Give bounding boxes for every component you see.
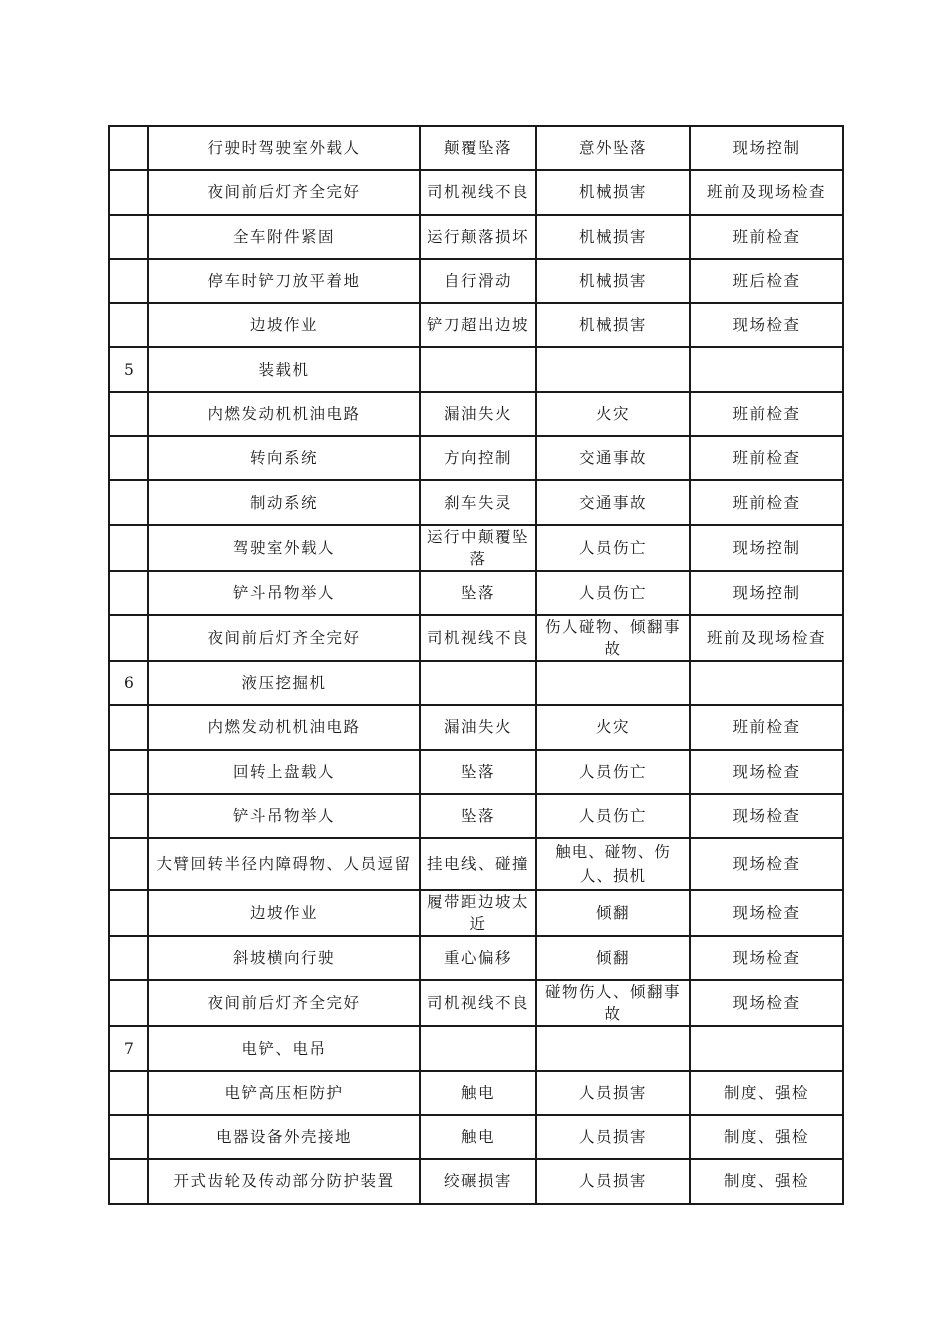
row-number-cell [109, 303, 148, 347]
control-measure-cell: 班前检查 [690, 215, 843, 259]
item-name-cell: 斜坡横向行驶 [148, 936, 420, 980]
row-number-cell [109, 838, 148, 890]
control-measure-cell: 现场控制 [690, 571, 843, 615]
hazard-cause-cell: 挂电线、碰撞 [420, 838, 536, 890]
item-name-cell: 驾驶室外载人 [148, 525, 420, 571]
table-row [109, 170, 843, 214]
consequence-cell: 机械损害 [536, 170, 690, 214]
consequence-cell: 交通事故 [536, 436, 690, 480]
table-row [109, 1115, 843, 1159]
consequence-cell: 触电、碰物、伤人、损机 [536, 838, 690, 890]
table-row [109, 303, 843, 347]
consequence-cell [536, 347, 690, 391]
control-measure-cell [690, 661, 843, 705]
row-number-cell [109, 1159, 148, 1203]
consequence-cell: 人员伤亡 [536, 571, 690, 615]
consequence-cell: 倾翻 [536, 890, 690, 936]
hazard-cause-cell: 触电 [420, 1115, 536, 1159]
row-number-cell [109, 571, 148, 615]
table-row [109, 980, 843, 1026]
hazard-cause-cell: 方向控制 [420, 436, 536, 480]
row-number-cell [109, 750, 148, 794]
table-row [109, 1159, 843, 1203]
consequence-cell: 碰物伤人、倾翻事故 [536, 980, 690, 1026]
table-row [109, 705, 843, 749]
row-number-cell: 5 [109, 347, 148, 391]
consequence-cell: 人员伤亡 [536, 750, 690, 794]
consequence-cell [536, 661, 690, 705]
row-number-cell [109, 126, 148, 170]
item-name-cell: 内燃发动机机油电路 [148, 705, 420, 749]
item-name-cell: 夜间前后灯齐全完好 [148, 615, 420, 661]
item-name-cell: 装载机 [148, 347, 420, 391]
control-measure-cell: 现场检查 [690, 980, 843, 1026]
control-measure-cell: 班前检查 [690, 705, 843, 749]
item-name-cell: 转向系统 [148, 436, 420, 480]
control-measure-cell: 制度、强检 [690, 1159, 843, 1203]
row-number-cell [109, 259, 148, 303]
control-measure-cell: 制度、强检 [690, 1071, 843, 1115]
row-number-cell [109, 170, 148, 214]
hazard-cause-cell [420, 1026, 536, 1070]
consequence-cell: 人员损害 [536, 1071, 690, 1115]
consequence-cell: 交通事故 [536, 480, 690, 524]
consequence-cell: 机械损害 [536, 303, 690, 347]
row-number-cell [109, 890, 148, 936]
consequence-cell: 火灾 [536, 705, 690, 749]
item-name-cell: 回转上盘载人 [148, 750, 420, 794]
hazard-cause-cell: 自行滑动 [420, 259, 536, 303]
control-measure-cell: 现场检查 [690, 750, 843, 794]
table-row [109, 525, 843, 571]
row-number-cell [109, 1071, 148, 1115]
table-row [109, 436, 843, 480]
control-measure-cell: 现场检查 [690, 936, 843, 980]
hazard-cause-cell: 漏油失火 [420, 392, 536, 436]
row-number-cell [109, 215, 148, 259]
table-row [109, 936, 843, 980]
hazard-cause-cell: 坠落 [420, 794, 536, 838]
hazard-cause-cell: 运行颠落损坏 [420, 215, 536, 259]
hazard-cause-cell: 绞碾损害 [420, 1159, 536, 1203]
row-number-cell [109, 980, 148, 1026]
control-measure-cell: 班前检查 [690, 392, 843, 436]
hazard-cause-cell: 司机视线不良 [420, 980, 536, 1026]
table-row [109, 838, 843, 890]
hazard-cause-cell: 触电 [420, 1071, 536, 1115]
row-number-cell [109, 392, 148, 436]
table-row [109, 1071, 843, 1115]
hazard-cause-cell: 坠落 [420, 571, 536, 615]
consequence-cell: 倾翻 [536, 936, 690, 980]
row-number-cell [109, 525, 148, 571]
item-name-cell: 大臂回转半径内障碍物、人员逗留 [148, 838, 420, 890]
item-name-cell: 铲斗吊物举人 [148, 571, 420, 615]
hazard-cause-cell: 司机视线不良 [420, 615, 536, 661]
item-name-cell: 液压挖掘机 [148, 661, 420, 705]
control-measure-cell: 班前检查 [690, 480, 843, 524]
consequence-cell: 火灾 [536, 392, 690, 436]
item-name-cell: 铲斗吊物举人 [148, 794, 420, 838]
item-name-cell: 电铲高压柜防护 [148, 1071, 420, 1115]
table-row [109, 571, 843, 615]
hazard-cause-cell: 铲刀超出边坡 [420, 303, 536, 347]
item-name-cell: 全车附件紧固 [148, 215, 420, 259]
row-number-cell [109, 705, 148, 749]
consequence-cell [536, 1026, 690, 1070]
item-name-cell: 夜间前后灯齐全完好 [148, 170, 420, 214]
hazard-cause-cell: 漏油失火 [420, 705, 536, 749]
control-measure-cell: 班前检查 [690, 436, 843, 480]
table-row [109, 750, 843, 794]
row-number-cell [109, 936, 148, 980]
item-name-cell: 边坡作业 [148, 303, 420, 347]
consequence-cell: 意外坠落 [536, 126, 690, 170]
row-number-cell: 7 [109, 1026, 148, 1070]
table-row [109, 392, 843, 436]
control-measure-cell: 班前及现场检查 [690, 170, 843, 214]
hazard-cause-cell: 颠覆坠落 [420, 126, 536, 170]
control-measure-cell: 现场控制 [690, 525, 843, 571]
control-measure-cell: 制度、强检 [690, 1115, 843, 1159]
hazard-cause-cell: 刹车失灵 [420, 480, 536, 524]
row-number-cell [109, 615, 148, 661]
item-name-cell: 边坡作业 [148, 890, 420, 936]
hazard-table-body [109, 126, 843, 1204]
table-row [109, 615, 843, 661]
hazard-table [108, 125, 844, 1205]
hazard-cause-cell: 坠落 [420, 750, 536, 794]
control-measure-cell: 班后检查 [690, 259, 843, 303]
consequence-cell: 人员伤亡 [536, 794, 690, 838]
control-measure-cell: 现场控制 [690, 126, 843, 170]
table-row [109, 890, 843, 936]
control-measure-cell: 现场检查 [690, 303, 843, 347]
control-measure-cell: 现场检查 [690, 890, 843, 936]
item-name-cell: 行驶时驾驶室外载人 [148, 126, 420, 170]
hazard-cause-cell: 重心偏移 [420, 936, 536, 980]
row-number-cell: 6 [109, 661, 148, 705]
item-name-cell: 停车时铲刀放平着地 [148, 259, 420, 303]
table-row [109, 259, 843, 303]
table-row [109, 480, 843, 524]
table-row [109, 794, 843, 838]
consequence-cell: 机械损害 [536, 259, 690, 303]
item-name-cell: 内燃发动机机油电路 [148, 392, 420, 436]
hazard-cause-cell: 履带距边坡太近 [420, 890, 536, 936]
item-name-cell: 电铲、电吊 [148, 1026, 420, 1070]
consequence-cell: 伤人碰物、倾翻事故 [536, 615, 690, 661]
consequence-cell: 人员伤亡 [536, 525, 690, 571]
hazard-cause-cell [420, 661, 536, 705]
table-row [109, 347, 843, 391]
control-measure-cell [690, 1026, 843, 1070]
consequence-cell: 机械损害 [536, 215, 690, 259]
row-number-cell [109, 480, 148, 524]
item-name-cell: 电器设备外壳接地 [148, 1115, 420, 1159]
table-row [109, 1026, 843, 1070]
hazard-cause-cell: 运行中颠覆坠落 [420, 525, 536, 571]
consequence-cell: 人员损害 [536, 1159, 690, 1203]
control-measure-cell [690, 347, 843, 391]
table-row [109, 661, 843, 705]
control-measure-cell: 现场检查 [690, 838, 843, 890]
control-measure-cell: 班前及现场检查 [690, 615, 843, 661]
row-number-cell [109, 1115, 148, 1159]
item-name-cell: 开式齿轮及传动部分防护装置 [148, 1159, 420, 1203]
table-row [109, 215, 843, 259]
row-number-cell [109, 794, 148, 838]
control-measure-cell: 现场检查 [690, 794, 843, 838]
row-number-cell [109, 436, 148, 480]
item-name-cell: 夜间前后灯齐全完好 [148, 980, 420, 1026]
hazard-cause-cell: 司机视线不良 [420, 170, 536, 214]
item-name-cell: 制动系统 [148, 480, 420, 524]
consequence-cell: 人员损害 [536, 1115, 690, 1159]
hazard-cause-cell [420, 347, 536, 391]
table-row [109, 126, 843, 170]
